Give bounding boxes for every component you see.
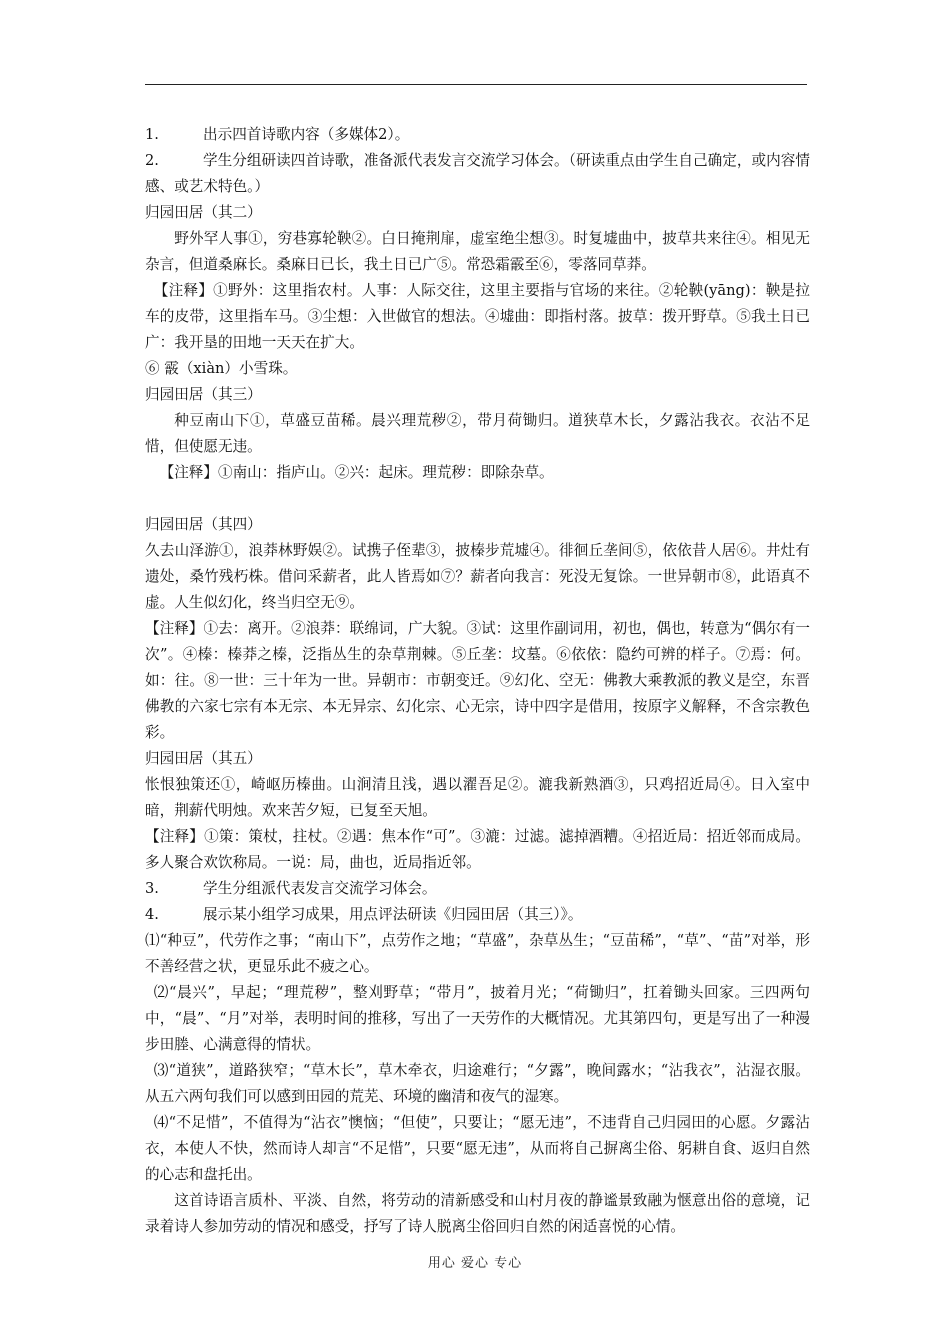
analysis-item: ⑵“晨兴”，早起；“理荒秽”，整刈野草；“带月”，披着月光；“荷锄归”，扛着锄头回家。三四两句中，“晨”、“月”对举，表明时间的推移，写出了一天劳作的大概情况。尤其第四句，更是写出了一种漫步田塍、心满意得的情状。 <box>145 984 810 1053</box>
poem-note: 【注释】①策：策杖，拄杖。②遇：焦本作“可”。③漉：过滤。滤掉酒糟。④招近局：招近邻而成局。多人聚合欢饮称局。一说：局，曲也，近局指近邻。 <box>145 828 810 871</box>
poem-title: 归园田居（其二） <box>145 204 262 221</box>
step-number: 3. <box>145 880 159 897</box>
conclusion: 这首诗语言质朴、平淡、自然，将劳动的清新感受和山村月夜的静谧景致融为惬意出俗的意境，记录着诗人参加劳动的情况和感受，抒写了诗人脱离尘俗回归自然的闲适喜悦的心情。 <box>145 1192 810 1235</box>
poem-title: 归园田居（其五） <box>145 750 262 767</box>
poem-note: 【注释】①去：离开。②浪莽：联绵词，广大貌。③试：这里作副词用，初也，偶也，转意为“偶尔有一次”。④榛：榛莽之榛，泛指丛生的杂草荆棘。⑤丘垄：坟墓。⑥依依：隐约可辨的样子。⑦焉：何。如：往。⑧一世：三十年为一世。异朝市：市朝变迁。⑨幻化、空无：佛教大乘教派的教义是空，东晋佛教的六家七宗有本无宗、本无异宗、幻化宗、心无宗，诗中四字是借用，按原字义解释，不含宗教色彩。 <box>145 620 810 741</box>
step-4 <box>145 902 810 928</box>
poem-body: 怅恨独策还①，崎岖历榛曲。山涧清且浅，遇以濯吾足②。漉我新熟酒③，只鸡招近局④。日入室中暗，荆薪代明烛。欢来苦夕短，已复至天旭。 <box>145 776 810 819</box>
page-footer: 用心 爱心 专心 <box>427 1256 523 1271</box>
poem-title: 归园田居（其三） <box>145 386 262 403</box>
step-text: 出示四首诗歌内容（多媒体2）。 <box>203 126 410 143</box>
step-3 <box>145 876 810 902</box>
step-text: 展示某小组学习成果，用点评法研读《归园田居（其三）》。 <box>203 906 583 923</box>
document-body <box>145 122 810 1240</box>
poem-note-extra: ⑥ 霰（xiàn）小雪珠。 <box>145 360 298 377</box>
step-number: 1. <box>145 126 159 143</box>
step-2 <box>145 148 810 200</box>
poem-note: 【注释】①南山：指庐山。②兴：起床。理荒秽：即除杂草。 <box>159 464 554 481</box>
step-number: 2. <box>145 152 159 169</box>
analysis-item: ⑴“种豆”，代劳作之事；“南山下”，点劳作之地；“草盛”，杂草丛生；“豆苗稀”，“草”、“苗”对举，形不善经营之状，更显乐此不疲之心。 <box>145 932 810 975</box>
step-number: 4. <box>145 906 159 923</box>
poem-body: 种豆南山下①，草盛豆苗稀。晨兴理荒秽②，带月荷锄归。道狭草木长，夕露沾我衣。衣沾不足惜，但使愿无违。 <box>145 412 810 455</box>
step-text: 学生分组研读四首诗歌，准备派代表发言交流学习体会。（研读重点由学生自己确定，或内容情感、或艺术特色。） <box>145 152 810 195</box>
header-rule <box>145 84 807 85</box>
poem-body: 野外罕人事①，穷巷寡轮鞅②。白日掩荆扉，虚室绝尘想③。时复墟曲中，披草共来往④。相见无杂言，但道桑麻长。桑麻日已长，我土日已广⑤。常恐霜霰至⑥，零落同草莽。 <box>145 230 810 273</box>
poem-title: 归园田居（其四） <box>145 516 262 533</box>
analysis-item: ⑶“道狭”，道路狭窄；“草木长”，草木牵衣，归途难行；“夕露”，晚间露水；“沾我衣”，沾湿衣服。从五六两句我们可以感到田园的荒芜、环境的幽清和夜气的湿寒。 <box>145 1062 810 1105</box>
poem-body: 久去山泽游①，浪莽林野娱②。试携子侄辈③，披榛步荒墟④。徘徊丘垄间⑤，依依昔人居⑥。井灶有遗处，桑竹残朽株。借问采薪者，此人皆焉如⑦？薪者向我言：死没无复馀。一世异朝市⑧，此语真不虚。人生似幻化，终当归空无⑨。 <box>145 542 810 611</box>
step-1 <box>145 122 810 148</box>
poem-note: 【注释】①野外：这里指农村。人事：人际交往，这里主要指与官场的来往。②轮鞅(yāng)：鞅是拉车的皮带，这里指车马。③尘想：入世做官的想法。④墟曲：即指村落。披草：拨开野草。⑤我土日已广：我开垦的田地一天天在扩大。 <box>145 282 810 351</box>
step-text: 学生分组派代表发言交流学习体会。 <box>203 880 437 897</box>
spacer <box>145 486 810 512</box>
analysis-item: ⑷“不足惜”，不值得为“沾衣”懊恼；“但使”，只要让；“愿无违”，不违背自己归园田的心愿。夕露沾衣，本使人不快，然而诗人却言“不足惜”，只要“愿无违”，从而将自己摒离尘俗、躬耕自食、返归自然的心志和盘托出。 <box>145 1114 810 1183</box>
